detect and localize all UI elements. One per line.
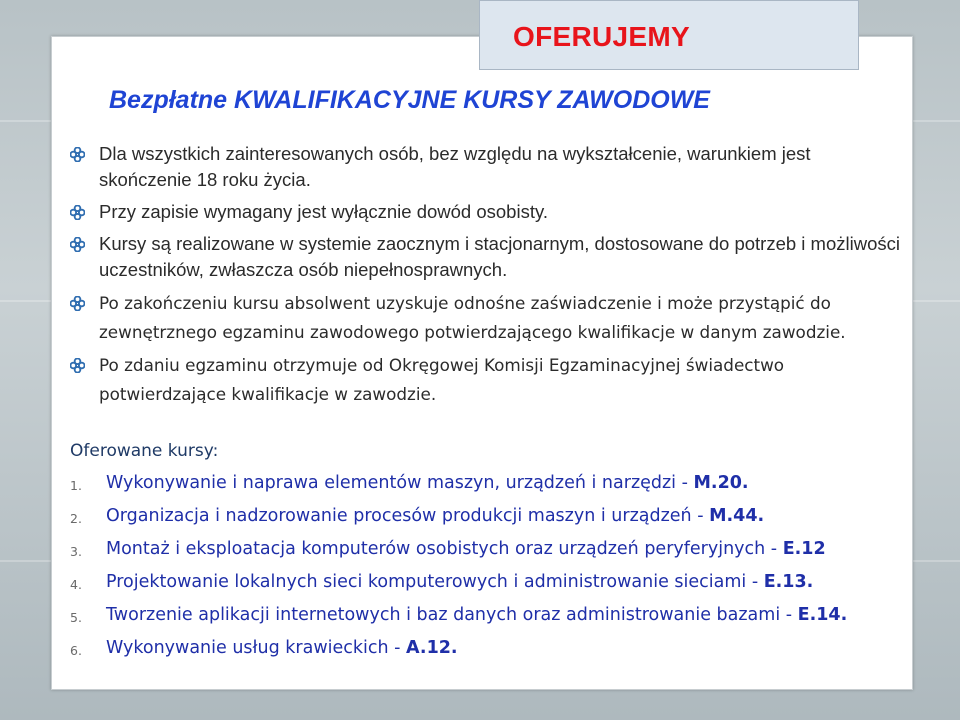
bullet-text: Po zakończeniu kursu absolwent uzyskuje odnośne zaświadczenie i może przystąpić do zewnętrznego egzaminu zawodowego potwierdzającego kwalifikacje w danym zawodzie.	[99, 293, 846, 342]
course-code: A.12.	[406, 638, 458, 658]
course-name: Projektowanie lokalnych sieci komputerowych i administrowanie sieciami -	[106, 572, 764, 592]
bullet-item	[70, 231, 900, 283]
bullet-item	[70, 141, 900, 193]
course-item	[70, 506, 910, 539]
course-title	[106, 638, 458, 658]
course-title	[106, 539, 826, 559]
course-number: 4.	[70, 577, 82, 592]
course-number: 6.	[70, 643, 82, 658]
course-code: E.14.	[797, 605, 848, 625]
flower-bullet-icon	[70, 147, 85, 162]
course-name: Organizacja i nadzorowanie procesów produkcji maszyn i urządzeń -	[106, 506, 710, 526]
course-name: Tworzenie aplikacji internetowych i baz danych oraz administrowanie bazami -	[106, 605, 798, 625]
bullet-text: Kursy są realizowane w systemie zaocznym i stacjonarnym, dostosowane do potrzeb i możliwości uczestników, zwłaszcza osób niepełnosprawnych.	[99, 233, 900, 280]
info-bullet-list	[70, 141, 900, 413]
bullet-text: Po zdaniu egzaminu otrzymuje od Okręgowej Komisji Egzaminacyjnej świadectwo potwierdzające kwalifikacje w zawodzie.	[99, 355, 785, 404]
course-item	[70, 638, 910, 671]
course-item	[70, 539, 910, 572]
course-title	[106, 572, 813, 592]
course-list	[70, 473, 910, 671]
bullet-item	[70, 289, 900, 347]
flower-bullet-icon	[70, 237, 85, 252]
course-title	[106, 473, 749, 493]
flower-bullet-icon	[70, 358, 85, 373]
course-item	[70, 572, 910, 605]
course-number: 2.	[70, 511, 82, 526]
course-title	[106, 506, 764, 526]
course-code: E.13.	[763, 572, 814, 592]
course-number: 5.	[70, 610, 82, 625]
course-title	[106, 605, 847, 625]
offered-courses-label: Oferowane kursy:	[70, 441, 219, 461]
course-name: Montaż i eksploatacja komputerów osobistych oraz urządzeń peryferyjnych -	[106, 539, 783, 559]
course-item	[70, 605, 910, 638]
flower-bullet-icon	[70, 296, 85, 311]
bullet-text: Przy zapisie wymagany jest wyłącznie dowód osobisty.	[99, 201, 548, 222]
course-name: Wykonywanie usług krawieckich -	[106, 638, 407, 658]
banner-title: OFERUJEMY	[513, 21, 690, 52]
course-code: E.12	[782, 539, 826, 559]
course-number: 1.	[70, 478, 82, 493]
bullet-item	[70, 351, 900, 409]
course-name: Wykonywanie i naprawa elementów maszyn, urządzeń i narzędzi -	[106, 473, 694, 493]
course-code: M.44.	[709, 506, 765, 526]
course-code: M.20.	[693, 473, 749, 493]
page-title: Bezpłatne KWALIFIKACYJNE KURSY ZAWODOWE	[109, 86, 710, 114]
flower-bullet-icon	[70, 205, 85, 220]
course-item	[70, 473, 910, 506]
course-number: 3.	[70, 544, 82, 559]
bullet-item	[70, 199, 900, 225]
bullet-text: Dla wszystkich zainteresowanych osób, bez względu na wykształcenie, warunkiem jest skończenie 18 roku życia.	[99, 143, 811, 190]
